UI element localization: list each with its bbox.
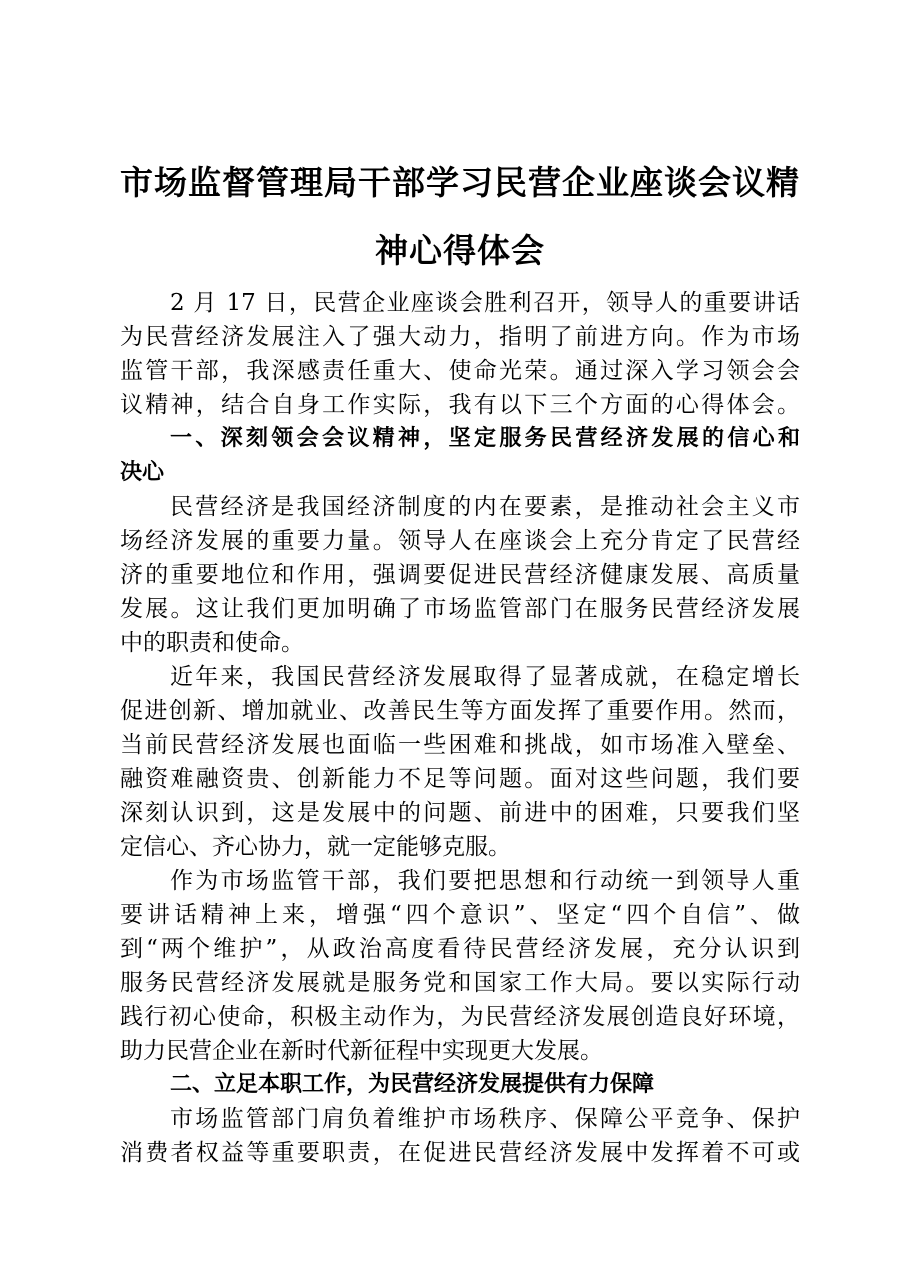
section-heading-2: 二、立足本职工作，为民营经济发展提供有力保障: [170, 1072, 655, 1097]
paragraph-line: 深刻认识到，这是发展中的问题、前进中的困难，只要我们坚: [120, 800, 800, 826]
paragraph-line: 场经济发展的重要力量。领导人在座谈会上充分肯定了民营经: [120, 528, 800, 554]
paragraph-line: 要讲话精神上来，增强“四个意识”、坚定“四个自信”、做: [120, 902, 800, 928]
paragraph-line: 到“两个维护”，从政治高度看待民营经济发展，充分认识到: [120, 936, 800, 962]
paragraph-line: 当前民营经济发展也面临一些困难和挑战，如市场准入壁垒、: [120, 732, 800, 758]
paragraph-line: 定信心、齐心协力，就一定能够克服。: [120, 834, 511, 860]
paragraph-line: 中的职责和使命。: [120, 630, 304, 656]
section-heading-1-line: 决心: [120, 460, 165, 485]
paragraph-line: 市场监管部门肩负着维护市场秩序、保障公平竞争、保护: [170, 1106, 800, 1132]
paragraph-line: 近年来，我国民营经济发展取得了显著成就，在稳定增长: [170, 664, 800, 690]
paragraph-line: 促进创新、增加就业、改善民生等方面发挥了重要作用。然而，: [120, 698, 800, 724]
paragraph-intro-line: 2 月 17 日，民营企业座谈会胜利召开，领导人的重要讲话: [170, 290, 800, 316]
paragraph-intro-line: 议精神，结合自身工作实际，我有以下三个方面的心得体会。: [120, 392, 800, 418]
paragraph-line: 民营经济是我国经济制度的内在要素，是推动社会主义市: [170, 494, 800, 520]
paragraph-intro-line: 为民营经济发展注入了强大动力，指明了前进方向。作为市场: [120, 324, 800, 350]
paragraph-line: 作为市场监管干部，我们要把思想和行动统一到领导人重: [170, 868, 800, 894]
document-title-line-2: 神心得体会: [375, 231, 545, 270]
paragraph-line: 消费者权益等重要职责，在促进民营经济发展中发挥着不可或: [120, 1140, 800, 1166]
paragraph-line: 践行初心使命，积极主动作为，为民营经济发展创造良好环境，: [120, 1004, 800, 1030]
section-heading-1-line: 一、深刻领会会议精神，坚定服务民营经济发展的信心和: [170, 426, 800, 451]
paragraph-intro-line: 监管干部，我深感责任重大、使命光荣。通过深入学习领会会: [120, 358, 800, 384]
paragraph-line: 发展。这让我们更加明确了市场监管部门在服务民营经济发展: [120, 596, 800, 622]
paragraph-line: 服务民营经济发展就是服务党和国家工作大局。要以实际行动: [120, 970, 800, 996]
document-title-line-1: 市场监督管理局干部学习民营企业座谈会议精: [120, 163, 800, 202]
paragraph-line: 融资难融资贵、创新能力不足等问题。面对这些问题，我们要: [120, 766, 800, 792]
paragraph-line: 济的重要地位和作用，强调要促进民营经济健康发展、高质量: [120, 562, 800, 588]
paragraph-line: 助力民营企业在新时代新征程中实现更大发展。: [120, 1038, 603, 1064]
